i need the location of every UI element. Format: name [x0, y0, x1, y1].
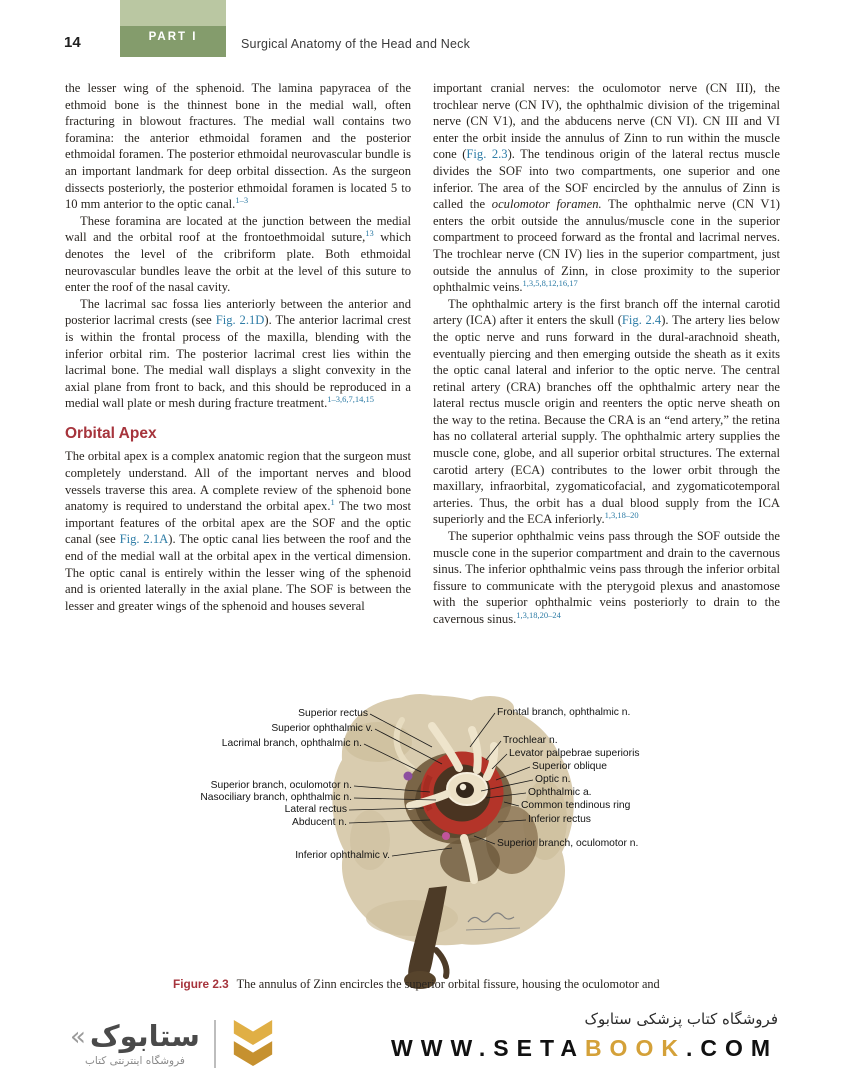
part-badge-accent [120, 0, 226, 26]
brand-name: ستابوک [89, 1019, 200, 1054]
citation-superscript: 1 [330, 497, 335, 508]
store-title: فروشگاه کتاب پزشکی ستابوک [584, 1010, 778, 1028]
book-title: Surgical Anatomy of the Head and Neck [241, 37, 471, 51]
citation-superscript: 1–3 [235, 194, 249, 205]
figure-caption [173, 977, 733, 992]
figure-label: Optic n. [535, 774, 571, 785]
figure-label: Superior rectus [298, 708, 368, 719]
text-segment: The orbital apex is a complex anatomic region that the surgeon must completely understand. All of the important nerves and blood vessels traverse this area. A complete review of the sphenoid bone anatomy is required to understand the orbital apex. [65, 449, 411, 514]
figure-caption-text: The annulus of Zinn encircles the superior orbital fissure, housing the oculomotor and [236, 977, 660, 991]
figure-reference-link[interactable]: Fig. 2.3 [466, 147, 508, 162]
figure-label: Abducent n. [292, 817, 347, 828]
setabook-chevron-logo-icon [230, 1016, 276, 1072]
figure-label: Superior oblique [532, 761, 607, 772]
text-segment: ). The artery lies below the optic nerve and runs forward in the dural-arachnoid sheath, eventually piercing and then emerging outside the sheath as it exits the optic canal lateral and inferior to the optic nerve. The central retinal artery (CRA) branches off the ophthalmic artery near the lateral rectus muscle origin and reenters the optic nerve sheath on the way to the retina. Because the CRA is an “end artery,” the retina has no collateral arterial supply. The ophthalmic artery supplies the muscle cone, globe, and all superior orbital structures. The external carotid artery (ECA) contributes to the lower orbit through the maxillary, infraorbital, zygomaticofacial, and zygomaticotemporal arteries. Thus, the orbit has a dual blood supply from the ICA superiorly and the ECA inferiorly. [433, 313, 780, 527]
figure-label: Superior ophthalmic v. [271, 723, 373, 734]
citation-superscript: 1,3,5,8,12,16,17 [522, 277, 578, 288]
figure-label: Frontal branch, ophthalmic n. [497, 707, 631, 718]
footer-watermark [0, 1008, 844, 1080]
text-segment: ). The tendinous origin of the lateral rectus muscle divides the SOF into two compartments, one superior and one inferior. The area of the SOF encircled by the annulus of Zinn is called the [433, 147, 780, 212]
figure-reference-link[interactable]: Fig. 2.1A [119, 532, 169, 547]
paragraph [433, 80, 780, 296]
url-segment-gold: BOOK [584, 1035, 686, 1061]
website-url[interactable] [391, 1035, 778, 1061]
figure-label: Common tendinous ring [521, 800, 631, 811]
text-segment: which denotes the level of the cribriform plate. Both ethmoidal neurovascular bundles leave the orbit at the level of this suture to enter the roof of the nasal cavity. [65, 230, 411, 295]
figure-label: Ophthalmic a. [528, 787, 592, 798]
figure-reference-link[interactable]: Fig. 2.4 [621, 313, 662, 328]
text-segment: the lesser wing of the sphenoid. The lamina papyracea of the ethmoid bone is the thinnest bone in the medial wall, often fracturing in blowout fractures. The medial wall contains two foramina: the anterior ethmoidal foramen and the posterior ethmoidal foramen. The posterior ethmoidal neurovascular bundle is an important landmark for deep orbital dissection. As the surgeon dissects posteriorly, the posterior ethmoidal foramen is located 5 to 10 mm anterior to the optic canal. [65, 81, 411, 212]
store-info-block [391, 1010, 778, 1062]
footer-divider [214, 1020, 216, 1068]
left-column [65, 80, 411, 614]
brand-text [70, 1021, 200, 1067]
part-label: PART I [148, 31, 198, 43]
text-segment: The ophthalmic artery is the first branch off the internal carotid artery (ICA) after it enters the skull ( [433, 296, 780, 328]
citation-superscript: 1,3,18–20 [604, 510, 639, 521]
figure-label: Superior branch, oculomotor n. [210, 780, 352, 791]
paragraph [65, 296, 411, 412]
citation-superscript: 13 [365, 228, 374, 239]
url-segment: .COM [685, 1035, 778, 1061]
text-segment: important cranial nerves: the oculomotor nerve (CN III), the trochlear nerve (CN IV), the ophthalmic division of the trigeminal nerve (CN V1), and the abducens nerve (CN VI). CN III and VI enter the orbit inside the annulus of Zinn to run within the muscle cone ( [433, 81, 780, 162]
page-number: 14 [64, 34, 81, 51]
section-heading-orbital-apex: Orbital Apex [65, 424, 157, 442]
citation-superscript: 1,3,18,20–24 [516, 609, 561, 620]
paragraph [65, 448, 411, 614]
text-segment: The lacrimal sac fossa lies anteriorly between the anterior and posterior lacrimal crests (see [65, 296, 411, 328]
figure-label: Superior branch, oculomotor n. [497, 838, 639, 849]
citation-superscript: 1–3,6,7,14,15 [327, 394, 375, 405]
figure-label: Trochlear n. [503, 735, 558, 746]
anatomical-illustration [0, 690, 844, 990]
text-segment: The ophthalmic nerve (CN V1) enters the orbit outside the annulus/muscle cone in the superior compartment to proceed forward as the frontal and lacrimal nerves. The trochlear nerve (CN IV) lies in the superior compartment, just outside the annulus of Zinn, in close proximity to the superior ophthalmic veins. [433, 197, 780, 295]
text-segment: oculomotor foramen. [491, 197, 602, 212]
figure-label: Inferior rectus [528, 814, 591, 825]
right-column [433, 80, 780, 628]
figure-label: Lateral rectus [284, 804, 347, 815]
url-segment: WWW.SETA [391, 1035, 585, 1061]
paragraph [433, 296, 780, 528]
paragraph [433, 528, 780, 628]
figure-label: Levator palpebrae superioris [509, 748, 640, 759]
brand-tagline: فروشگاه اینترنتی کتاب [85, 1054, 185, 1067]
paragraph [65, 213, 411, 296]
text-segment: The two most important features of the orbital apex are the SOF and the optic canal (see [65, 499, 411, 547]
figure-reference-link[interactable]: Fig. 2.1D [215, 313, 265, 328]
figure-label: Lacrimal branch, ophthalmic n. [221, 738, 362, 749]
paragraph [65, 80, 411, 213]
part-badge [120, 0, 226, 57]
figure-label: Inferior ophthalmic v. [295, 850, 390, 861]
text-segment: ). The optic canal lies between the roof and the end of the medial wall at the orbital apex in the vertical dimension. The optic canal is entirely within the lesser wing of the sphenoid and is oriented laterally in the axial plane. The SOF is between the lesser and greater wings of the sphenoid and houses several [65, 532, 411, 613]
figure-caption-number: Figure 2.3 [173, 977, 229, 991]
text-segment: These foramina are located at the junction between the medial wall and the orbital roof at the frontoethmoidal suture, [65, 213, 411, 245]
guillemet-mark-icon: « [70, 1021, 86, 1052]
text-segment: ). The anterior lacrimal crest is within the frontal process of the maxilla, blending with the inferior orbital rim. The posterior lacrimal crest lies within the lacrimal bone. The medial wall displays a slight convexity in the axial plane from front to back, and this should be reproduced in a medial wall plate or mesh during fracture treatment. [65, 313, 411, 411]
text-segment: The superior ophthalmic veins pass through the SOF outside the muscle cone in the superior compartment and drain to the cavernous sinus. The inferior ophthalmic veins pass through the inferior orbital fissure to communicate with the pterygoid plexus and anastomose with the superior ophthalmic veins posteriorly to drain to the cavernous sinus. [433, 529, 780, 626]
figure-label: Nasociliary branch, ophthalmic n. [200, 792, 352, 803]
brand-logo-block [70, 1016, 276, 1072]
